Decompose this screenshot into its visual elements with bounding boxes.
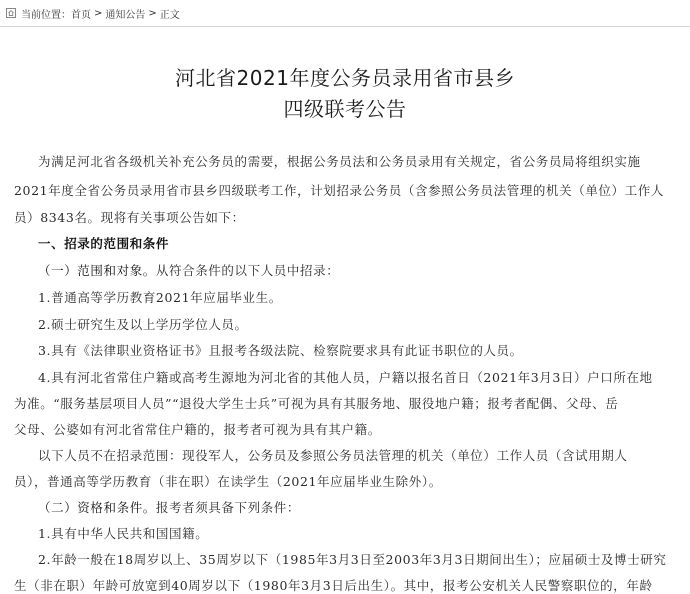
breadcrumb-notices-link[interactable]: 通知公告 xyxy=(105,9,146,21)
article-title-line-1: 河北省2021年度公务员录用省市县乡 xyxy=(175,66,515,90)
breadcrumb-divider xyxy=(0,26,690,27)
list-item: 2.年龄一般在18周岁以上、35周岁以下（1985年3月3日至2003年3月3日期间出生）；应届硕士及博士研究 xyxy=(38,552,667,567)
subsection-heading: （二）资格和条件。 xyxy=(38,500,156,515)
list-item: 4.具有河北省常住户籍或高考生源地为河北省的其他人员，户籍以报名首日（2021年3月3日）户口所在地 xyxy=(38,370,653,385)
paragraph-line: 2021年度全省公务员录用省市县乡四级联考工作，计划招录公务员（含参照公务员法管理的机关（单位）工作人 xyxy=(14,183,664,198)
list-item-continued: 为准。“服务基层项目人员”“退役大学生士兵”可视为具有其服务地、服役地户籍；报考者配偶、父母、岳 xyxy=(14,396,619,411)
breadcrumb-separator: > xyxy=(94,7,103,19)
subsection-text: 从符合条件的以下人员中招录： xyxy=(155,263,340,278)
breadcrumb-label: 当前位置： xyxy=(21,9,71,21)
list-item: 1.具有中华人民共和国国籍。 xyxy=(38,526,209,541)
subsection-line xyxy=(38,498,690,516)
section-heading: 一、招录的范围和条件 xyxy=(38,236,170,251)
list-item: 3.具有《法律职业资格证书》且报考各级法院、检察院要求具有此证书职位的人员。 xyxy=(38,343,523,358)
list-item-continued: 生（非在职）年龄可放宽到40周岁以下（1980年3月3日后出生）。其中，报考公安机关人民警察职位的，年龄 xyxy=(14,578,653,593)
paragraph-line: 为满足河北省各级机关补充公务员的需要，根据公务员法和公务员录用有关规定，省公务员局将组织实施 xyxy=(38,154,641,169)
breadcrumb-current: 正文 xyxy=(159,9,180,21)
subsection-heading: （一）范围和对象。 xyxy=(38,263,156,278)
list-item-continued: 父母、公婆如有河北省常住户籍的，报考者可视为具有其户籍。 xyxy=(14,422,381,437)
breadcrumb-separator: > xyxy=(148,7,157,19)
list-item: 1.普通高等学历教育2021年应届毕业生。 xyxy=(38,290,282,305)
subsection-line xyxy=(38,261,690,279)
list-item: 2.硕士研究生及以上学历学位人员。 xyxy=(38,317,248,332)
article-title-line-2: 四级联考公告 xyxy=(283,97,407,121)
breadcrumb xyxy=(0,0,690,26)
breadcrumb-home-link[interactable]: 首页 xyxy=(71,9,91,21)
paragraph-line: 员）8343名。现将有关事项公告如下： xyxy=(14,210,245,225)
paragraph-line: 以下人员不在招录范围：现役军人，公务员及参照公务员法管理的机关（单位）工作人员（含试用期人 xyxy=(38,448,628,463)
location-icon xyxy=(6,8,16,18)
subsection-text: 报考者须具备下列条件： xyxy=(155,500,301,515)
paragraph-line: 员），普通高等学历教育（非在职）在读学生（2021年应届毕业生除外）。 xyxy=(14,474,442,489)
